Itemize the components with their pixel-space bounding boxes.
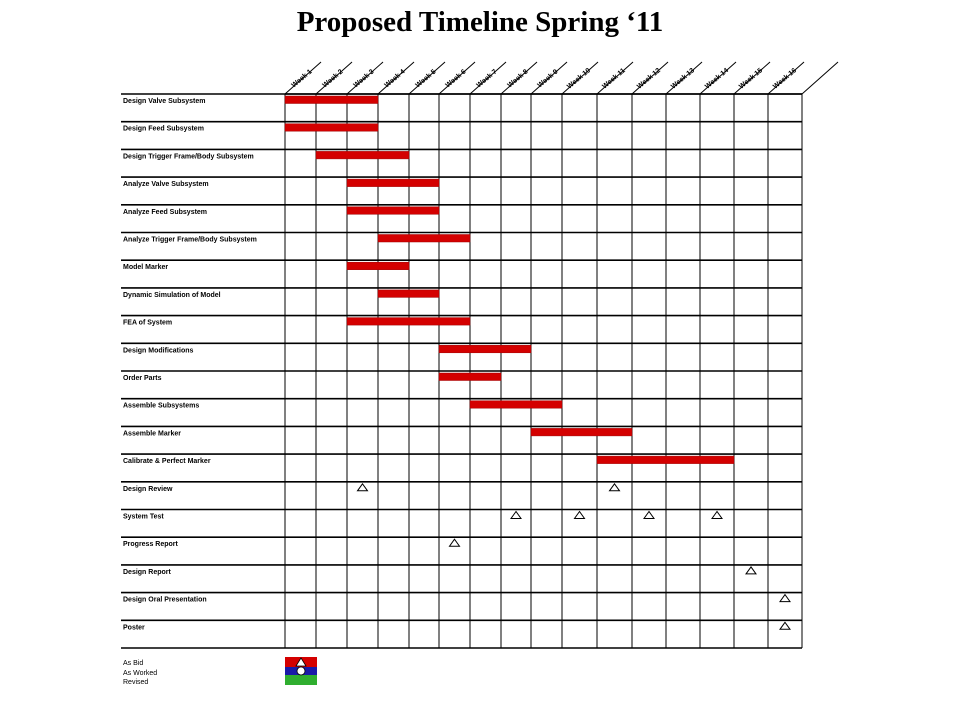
row-label-progress-report: Progress Report: [123, 541, 178, 549]
milestone-triangle: [780, 595, 790, 602]
task-bar: [439, 345, 531, 353]
week-header-3: Week 3: [352, 68, 376, 90]
header-diagonal-line: [802, 62, 838, 94]
row-label-design-valve-subsystem: Design Valve Subsystem: [123, 98, 206, 105]
task-bar: [378, 235, 470, 243]
task-bar: [347, 262, 409, 270]
milestone-triangle: [575, 512, 585, 519]
row-label-calibrate-perfect-marker: Calibrate & Perfect Marker: [123, 458, 211, 466]
row-label-design-modifications: Design Modifications: [123, 347, 194, 355]
row-label-design-trigger-frame-body-subsystem: Design Trigger Frame/Body Subsystem: [123, 153, 254, 161]
week-header-8: Week 8: [506, 68, 530, 90]
week-header-13: Week 13: [670, 67, 696, 91]
week-header-6: Week 6: [444, 68, 468, 90]
legend-label-as-worked: As Worked: [123, 669, 158, 677]
milestone-triangle: [610, 484, 620, 491]
week-header-7: Week 7: [475, 68, 499, 90]
legend-label-revised: Revised: [123, 679, 149, 686]
week-header-14: Week 14: [704, 67, 730, 91]
task-bar: [378, 290, 439, 298]
week-header-15: Week 15: [738, 67, 764, 91]
task-bar: [347, 179, 439, 187]
week-header-10: Week 10: [566, 67, 592, 91]
milestone-triangle: [358, 484, 368, 491]
week-header-12: Week 12: [636, 67, 662, 91]
legend-labels: [123, 659, 157, 688]
week-header-4: Week 4: [383, 68, 407, 90]
task-bar: [531, 428, 632, 436]
row-label-analyze-trigger-frame-body-subsystem: Analyze Trigger Frame/Body Subsystem: [123, 236, 257, 244]
week-header-5: Week 5: [414, 68, 438, 90]
milestone-triangle: [450, 539, 460, 546]
legend-label-as-bid: As Bid: [123, 660, 144, 667]
row-label-assemble-subsystems: Assemble Subsystems: [123, 402, 200, 410]
task-bar: [316, 151, 409, 159]
row-label-design-oral-presentation: Design Oral Presentation: [123, 596, 207, 604]
milestone-triangle: [712, 512, 722, 519]
row-label-design-review: Design Review: [123, 485, 173, 493]
row-label-system-test: System Test: [123, 513, 164, 521]
task-bar: [439, 373, 501, 381]
milestone-triangle: [746, 567, 756, 574]
week-header-1: Week 1: [290, 68, 314, 90]
milestone-triangle: [511, 512, 521, 519]
week-header-11: Week 11: [601, 67, 627, 91]
week-header-2: Week 2: [321, 68, 345, 90]
row-label-fea-of-system: FEA of System: [123, 319, 173, 327]
task-bar: [285, 96, 378, 104]
row-label-dynamic-simulation-of-model: Dynamic Simulation of Model: [123, 291, 221, 299]
row-label-design-feed-subsystem: Design Feed Subsystem: [123, 125, 204, 133]
row-label-assemble-marker: Assemble Marker: [123, 430, 181, 438]
legend-circle-icon: [297, 667, 305, 675]
row-label-order-parts: Order Parts: [123, 375, 162, 382]
row-label-model-marker: Model Marker: [123, 264, 169, 272]
task-bar: [347, 318, 470, 326]
task-bar: [347, 207, 439, 215]
page-title: Proposed Timeline Spring ‘11: [296, 6, 664, 38]
row-label-analyze-valve-subsystem: Analyze Valve Subsystem: [123, 181, 209, 189]
row-label-analyze-feed-subsystem: Analyze Feed Subsystem: [123, 208, 208, 216]
milestone-triangle: [644, 512, 654, 519]
week-header-16: Week 16: [772, 67, 798, 91]
legend-swatch-revised: [285, 675, 317, 685]
row-label-poster: Poster: [123, 624, 145, 632]
task-bar: [597, 456, 734, 464]
task-bar: [470, 401, 562, 409]
row-label-design-report: Design Report: [123, 568, 171, 576]
week-header-9: Week 9: [536, 68, 560, 90]
milestone-triangle: [780, 622, 790, 629]
task-bar: [285, 124, 378, 132]
